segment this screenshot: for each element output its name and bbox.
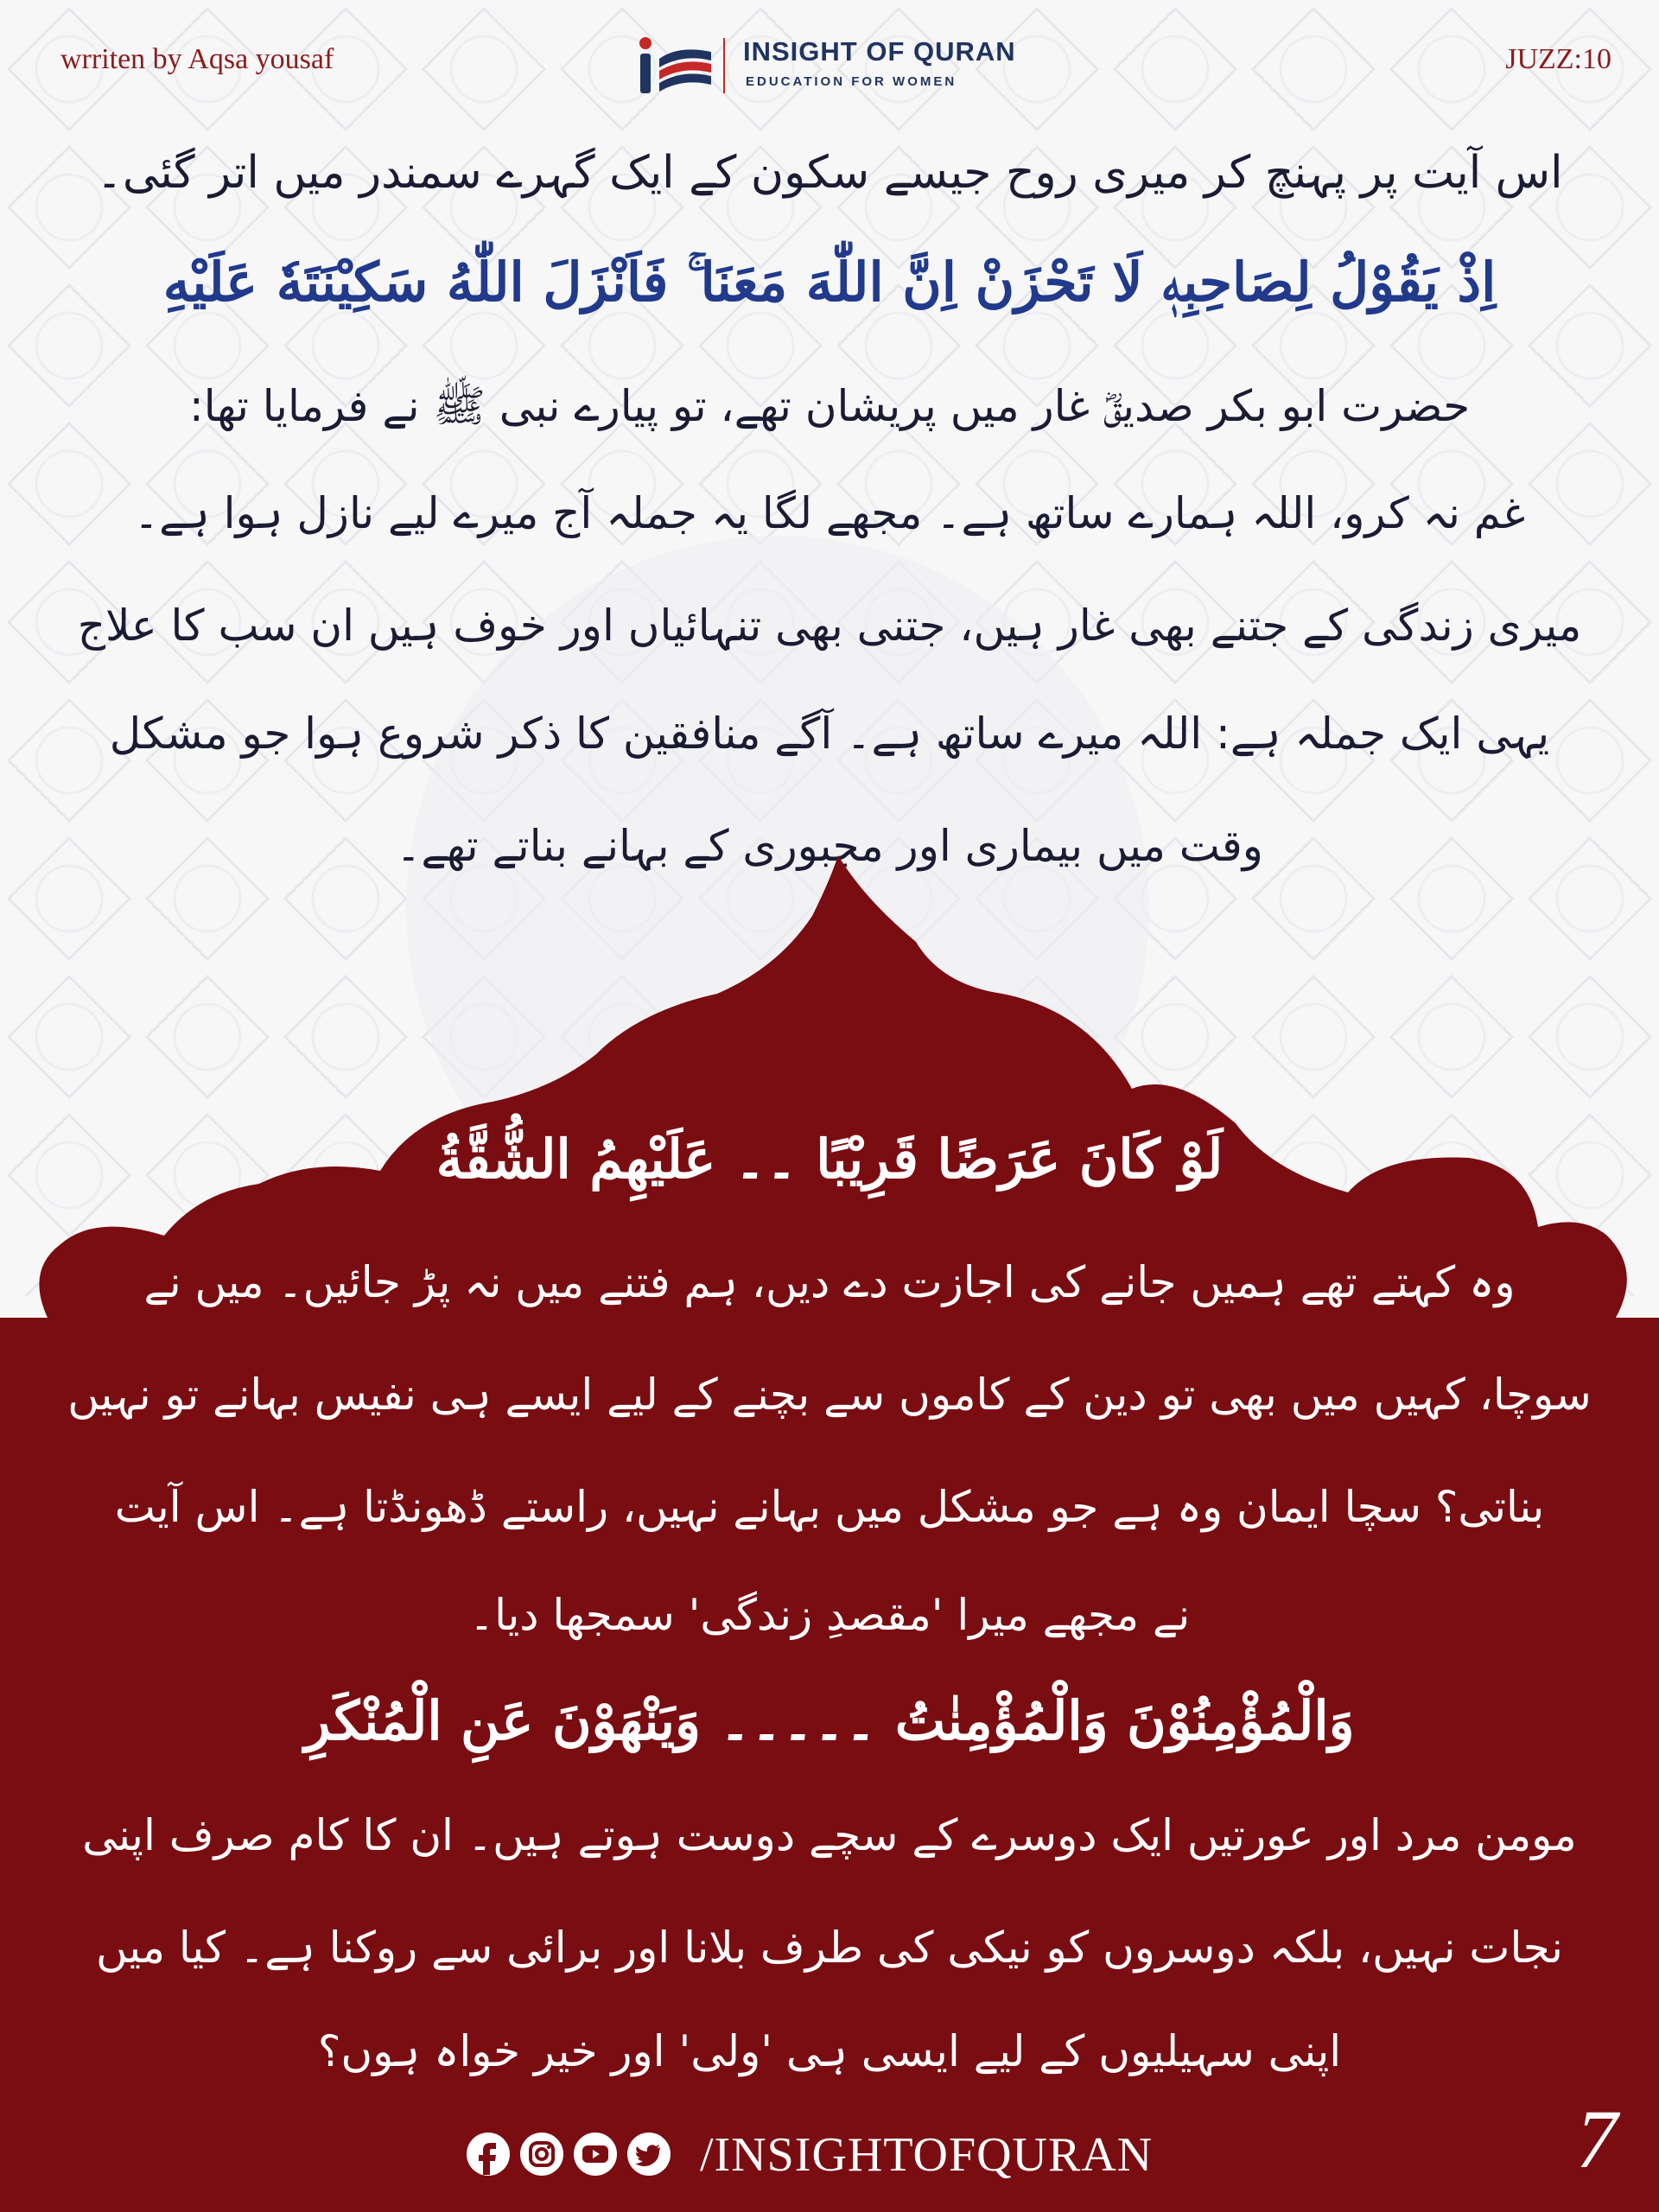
lower-paragraph2-line-2: نجات نہیں، بلکہ دوسروں کو نیکی کی طرف بلانا اور برائی سے روکنا ہے۔ کیا میں <box>96 1923 1563 1973</box>
author-credit: wrriten by Aqsa yousaf <box>60 43 334 75</box>
lower-paragraph-line-3: بناتی؟ سچا ایمان وہ ہے جو مشکل میں بہانے نہیں، راستے ڈھونڈتا ہے۔ اس آیت <box>114 1482 1545 1532</box>
lower-paragraph-line-2: سوچا، کہیں میں بھی تو دین کے کاموں سے بچنے کے لیے ایسے ہی نفیس بہانے تو نہیں <box>67 1370 1592 1420</box>
lower-paragraph2-line-3: اپنی سہیلیوں کے لیے ایسی ہی 'ولی' اور خیر خواہ ہوں؟ <box>317 2026 1342 2076</box>
social-footer <box>467 2127 1244 2188</box>
ayah-2: لَوْ كَانَ عَرَضًا قَرِیْبًا ۔۔ عَلَیْهِمُ الشُّقَّةُ <box>435 1128 1224 1191</box>
lower-paragraph-line-4: نے مجھے میرا 'مقصدِ زندگی' سمجھا دیا۔ <box>468 1590 1191 1640</box>
juzz-label: JUZZ:10 <box>1505 43 1611 75</box>
lower-paragraph2-line-1: مومن مرد اور عورتیں ایک دوسرے کے سچے دوست ہوتے ہیں۔ ان کا کام صرف اپنی <box>82 1810 1577 1860</box>
upper-paragraph-line-5: وقت میں بیماری اور مجبوری کے بہانے بناتے تھے۔ <box>396 821 1263 871</box>
logo-title: INSIGHT OF QURAN <box>743 36 1016 67</box>
ayah-3: وَالْمُؤْمِنُوْنَ وَالْمُؤْمِنٰتُ ۔۔۔۔۔ وَیَنْهَوْنَ عَنِ الْمُنْكَرِ <box>304 1689 1355 1752</box>
ayah-1: اِذْ یَقُوْلُ لِصَاحِبِهٖ لَا تَحْزَنْ اِنَّ اللّٰهَ مَعَنَا ۚ فَاَنْزَلَ اللّٰهُ سَكِیْنَتَهٗ عَلَیْهِ <box>162 251 1497 314</box>
instagram-icon[interactable] <box>520 2133 563 2176</box>
twitter-icon[interactable] <box>627 2133 671 2176</box>
intro-line: اس آیت پر پہنچ کر میری روح جیسے سکون کے ایک گہرے سمندر میں اتر گئی۔ <box>96 147 1563 199</box>
social-handle[interactable]: /INSIGHTOFQURAN <box>700 2128 1154 2182</box>
page-number: 7 <box>1576 2093 1618 2185</box>
upper-paragraph-line-3: میری زندگی کے جتنے بھی غار ہیں، جتنی بھی تنہائیاں اور خوف ہیں ان سب کا علاج <box>77 601 1582 651</box>
logo-subtitle: EDUCATION FOR WOMEN <box>746 74 957 89</box>
upper-paragraph-line-2: غم نہ کرو، اللہ ہمارے ساتھ ہے۔ مجھے لگا یہ جملہ آج میرے لیے نازل ہوا ہے۔ <box>133 488 1526 538</box>
upper-paragraph-line-1: حضرت ابو بکر صدیقؓ غار میں پریشان تھے، تو پیارے نبی ﷺ نے فرمایا تھا: <box>188 381 1471 431</box>
upper-paragraph-line-4: یہی ایک جملہ ہے: اللہ میرے ساتھ ہے۔ آگے منافقین کا ذکر شروع ہوا جو مشکل <box>109 709 1550 759</box>
lower-paragraph-line-1: وہ کہتے تھے ہمیں جانے کی اجازت دے دیں، ہم فتنے میں نہ پڑ جائیں۔ میں نے <box>143 1257 1516 1307</box>
facebook-icon[interactable] <box>467 2133 510 2176</box>
youtube-icon[interactable] <box>574 2133 617 2176</box>
